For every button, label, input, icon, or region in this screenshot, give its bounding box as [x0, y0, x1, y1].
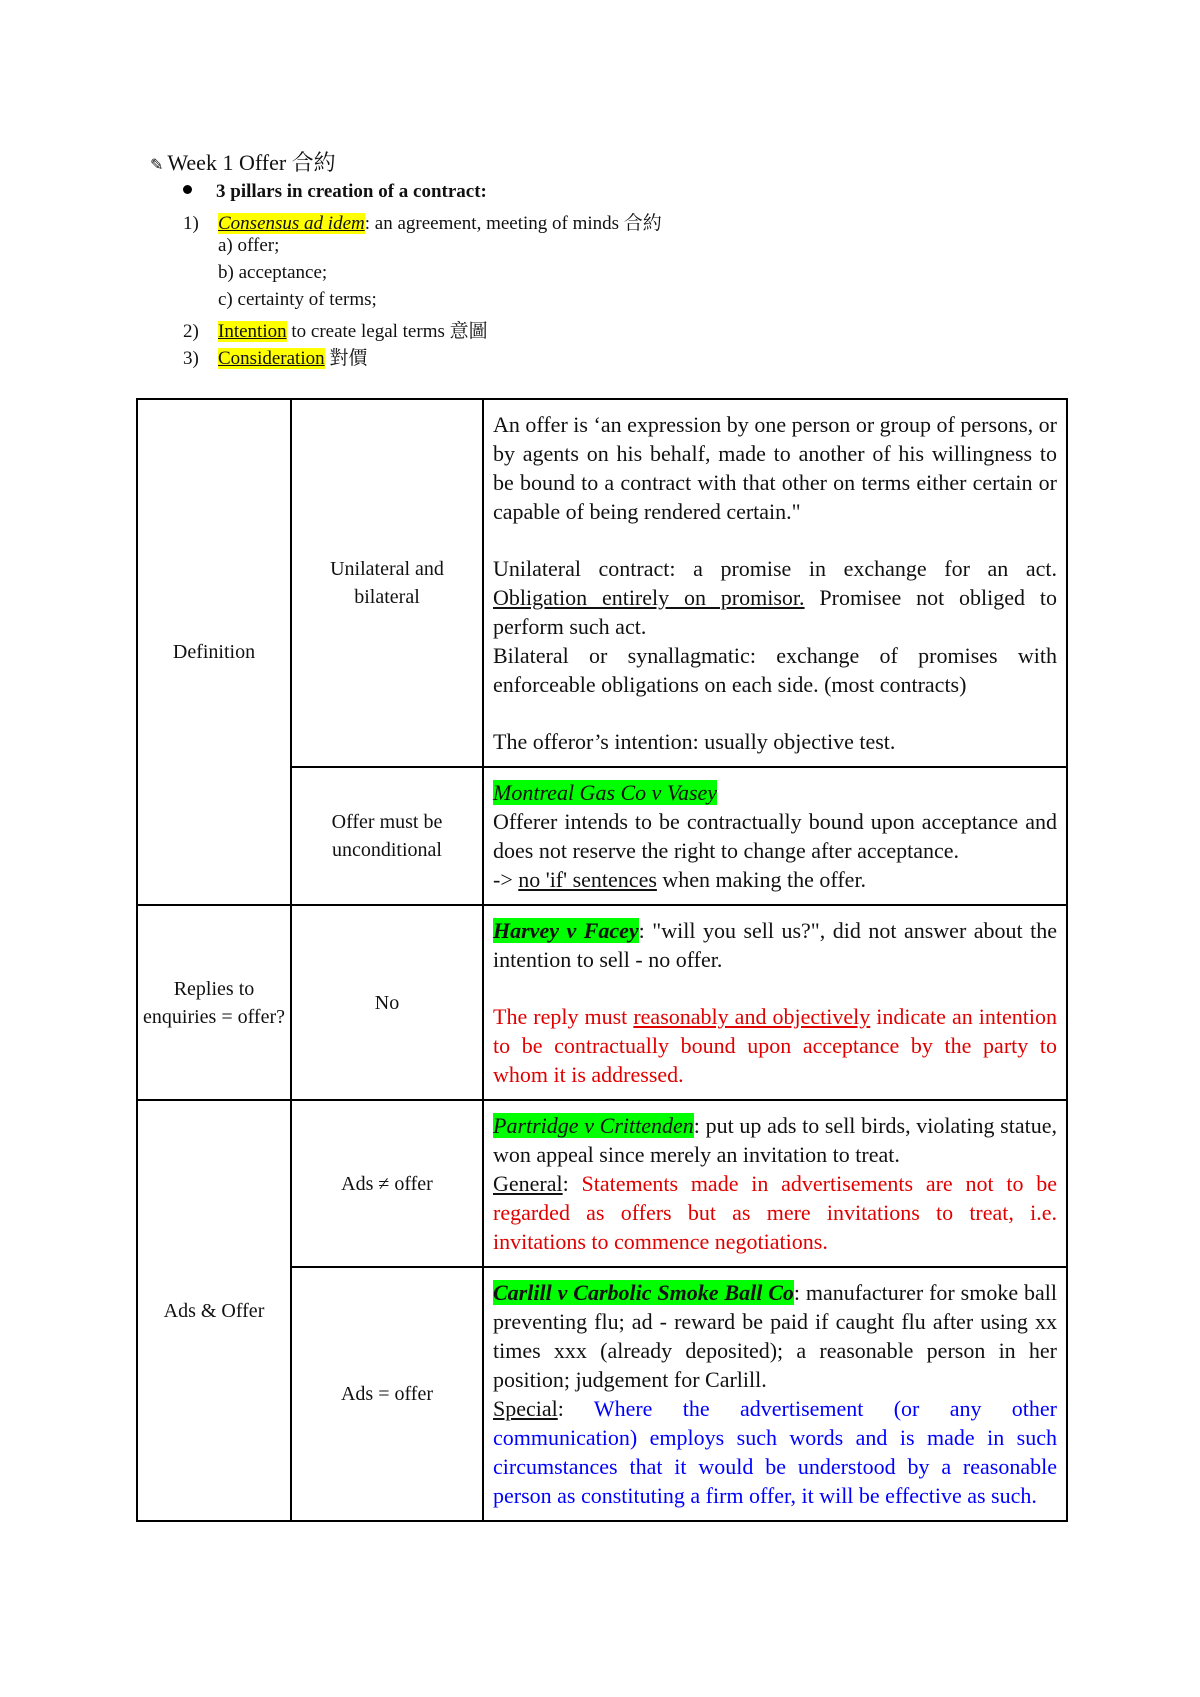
content-cell: Partridge v Crittenden: put up ads to sell birds, violating statue, won appeal since merely an invitation to treat. General: Statements made in advertisements are not to be regarded as offers but as mere invitations to treat, i.e. invitations to commence negotiations. — [483, 1100, 1067, 1267]
page-title: ✎ Week 1 Offer 合約 — [150, 150, 336, 175]
content-cell: Harvey v Facey: "will you sell us?", did not answer about the intention to sell - no offer. The reply must reasonably and objectively indicate an intention to be contractually bound upon acceptance by the party to whom it is addressed. — [483, 905, 1067, 1100]
case-name: Carlill v Carbolic Smoke Ball Co — [493, 1280, 794, 1305]
pencil-icon: ✎ — [150, 155, 164, 174]
bullet-heading — [183, 181, 487, 203]
offer-table — [136, 398, 1068, 1522]
case-name: Montreal Gas Co v Vasey — [493, 780, 718, 805]
bullet-heading-text: 3 pillars in creation of a contract: — [216, 181, 487, 202]
sub-item-b: b) acceptance; — [218, 262, 328, 283]
table-row — [137, 399, 1067, 767]
term-consideration: Consideration — [218, 348, 325, 369]
content-cell: An offer is ‘an expression by one person or group of persons, or by agents on his behalf, made to another of his willingness to be bound to a contract with that other on terms either certain or capable of being rendered certain." Unilateral contract: a promise in exchange for an act. Obligation entirely on promisor. Promisee not obliged to perform such act. Bilateral or synallagmatic: exchange of promises with enforceable obligations on each side. (most contracts) The offeror’s intention: usually objective test. — [483, 399, 1067, 767]
category-replies: Replies to enquiries = offer? — [137, 905, 291, 1100]
list-item-1: 1) Consensus ad idem: an agreement, meeting of minds 合約 — [183, 213, 662, 234]
case-name: Partridge v Crittenden — [493, 1113, 694, 1138]
bullet-icon — [183, 185, 192, 194]
content-cell: Carlill v Carbolic Smoke Ball Co: manufacturer for smoke ball preventing flu; ad - reward be paid if caught flu after using xx times xxx (already deposited); a reasonable person in her position; judgement for Carlill. Special: Where the advertisement (or any other communication) employs such words and is made in such circumstances that it would be understood by a reasonable person as constituting a firm offer, it will be effective as such. — [483, 1267, 1067, 1521]
content-cell: Montreal Gas Co v Vasey Offerer intends to be contractually bound upon acceptance and does not reserve the right to change after acceptance. -> no 'if' sentences when making the offer. — [483, 767, 1067, 905]
case-name: Harvey v Facey — [493, 918, 639, 943]
sub-item-a: a) offer; — [218, 235, 280, 256]
subcategory-ads-offer: Ads = offer — [291, 1267, 483, 1521]
subcategory-unconditional: Offer must be unconditional — [291, 767, 483, 905]
category-ads-offer: Ads & Offer — [137, 1100, 291, 1521]
subcategory-no: No — [291, 905, 483, 1100]
subcategory-ads-not-offer: Ads ≠ offer — [291, 1100, 483, 1267]
list-item-2: 2) Intention to create legal terms 意圖 — [183, 321, 488, 342]
category-definition: Definition — [137, 399, 291, 905]
term-consensus: Consensus ad idem — [218, 213, 365, 234]
table-row — [137, 1100, 1067, 1267]
table-row — [137, 905, 1067, 1100]
term-intention: Intention — [218, 321, 287, 342]
sub-item-c: c) certainty of terms; — [218, 289, 377, 310]
list-item-3: 3) Consideration 對價 — [183, 348, 368, 369]
subcategory-unilateral-bilateral: Unilateral and bilateral — [291, 399, 483, 767]
